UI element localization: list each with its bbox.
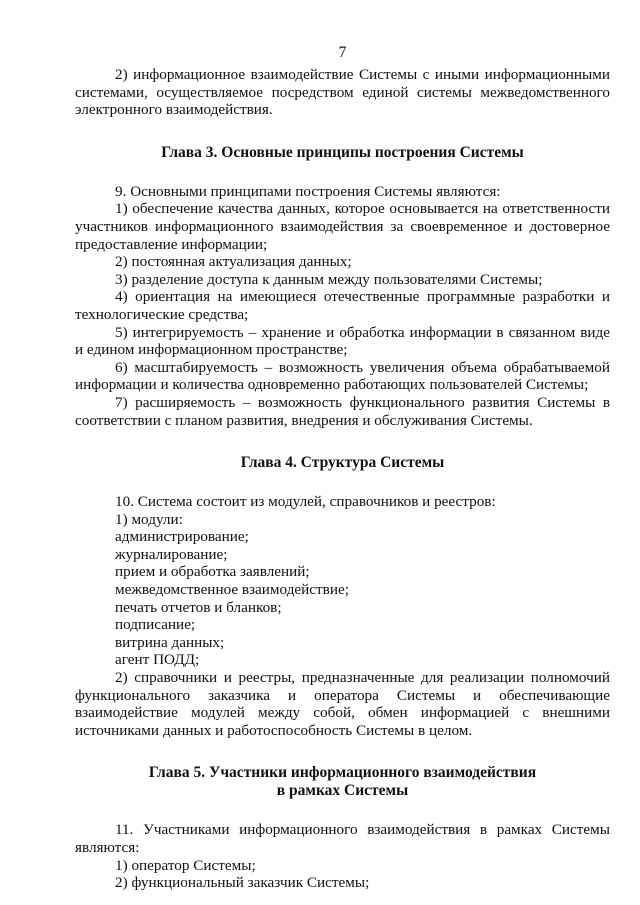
page-number: 7: [338, 44, 347, 61]
chapter-5-title: [75, 764, 610, 800]
principle-item: 7) расширяемость – возможность функционального развития Системы в соответствии с планом развития, внедрения и обслуживания Системы.: [75, 393, 610, 429]
chapter-4-lead: 10. Система состоит из модулей, справочников и реестров:: [115, 493, 496, 511]
chapter-4-section: [75, 493, 610, 739]
principle-item: 6) масштабируемость – возможность увеличения объема обрабатываемой информации и количества одновременно работающих пользователей Системы;: [75, 358, 610, 394]
module-item: прием и обработка заявлений;: [115, 563, 310, 581]
participant-item: 1) оператор Системы;: [115, 856, 256, 874]
chapter-3-title: Глава 3. Основные принципы построения Системы: [161, 143, 524, 161]
chapter-5-title-line-1: Глава 5. Участники информационного взаимодействия: [148, 764, 537, 782]
module-item: подписание;: [115, 616, 196, 634]
module-item: печать отчетов и бланков;: [115, 598, 282, 616]
module-item: администрирование;: [115, 528, 249, 546]
document-page: [75, 0, 610, 905]
chapter-5-title-line-2: в рамках Системы: [276, 782, 409, 800]
principle-item: 3) разделение доступа к данным между пользователями Системы;: [115, 270, 543, 288]
principle-item: 1) обеспечение качества данных, которое основывается на ответственности участников информационного взаимодействия за своевременное и достоверное предоставление информации;: [75, 200, 610, 253]
chapter-4-item-2: 2) справочники и реестры, предназначенные для реализации полномочий функционального заказчика и оператора Системы и обеспечивающие взаимодействие модулей между собой, обмен информацией с внешними источниками данных и работоспособность Системы в целом.: [75, 669, 610, 739]
chapter-3-section: [75, 183, 610, 429]
intro-item-2: 2) информационное взаимодействие Системы с иными информационными системами, осуществляемое посредством единой системы межведомственного электронного взаимодействия.: [75, 66, 610, 119]
chapter-3-lead: 9. Основными принципами построения Системы являются:: [115, 182, 501, 200]
principle-item: 2) постоянная актуализация данных;: [115, 253, 352, 271]
module-item: витрина данных;: [115, 633, 225, 651]
chapter-4-title: Глава 4. Структура Системы: [240, 454, 445, 472]
modules-label: 1) модули:: [115, 510, 183, 528]
document-body: [75, 66, 610, 892]
principle-item: 4) ориентация на имеющиеся отечественные программные разработки и технологические средства;: [75, 288, 610, 323]
principle-item: 5) интегрируемость – хранение и обработка информации в связанном виде и едином информационном пространстве;: [75, 323, 610, 359]
module-item: межведомственное взаимодействие;: [115, 581, 349, 599]
module-item: журналирование;: [115, 545, 228, 563]
chapter-5-section: [75, 821, 610, 891]
participant-item: 2) функциональный заказчик Системы;: [115, 874, 370, 892]
module-item: агент ПОДД;: [115, 651, 200, 669]
chapter-5-lead: 11. Участниками информационного взаимодействия в рамках Системы являются:: [75, 821, 610, 856]
